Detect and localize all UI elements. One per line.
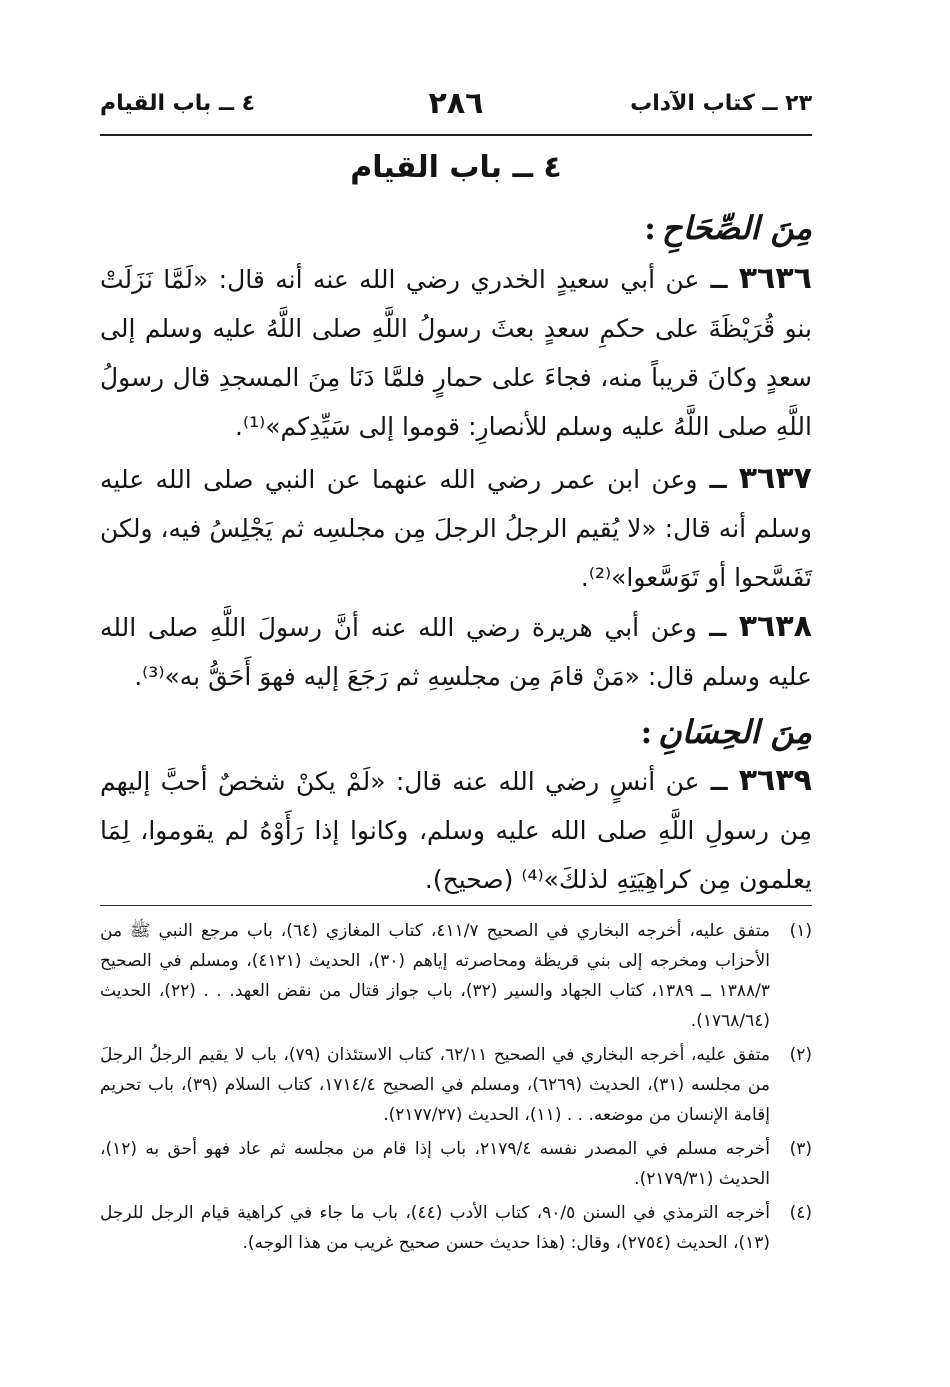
hadith-number: ٣٦٣٧: [738, 461, 812, 496]
hadith-number: ٣٦٣٨: [738, 609, 812, 644]
chapter-title: ٤ ــ باب القيام: [350, 150, 562, 185]
hadith-dash: ــ: [697, 465, 739, 494]
hadith-text: وعن ابن عمر رضي الله عنهما عن النبي صلى الله عليه وسلم أنه قال: «لا يُقيم الرجلُ الرجلَ مِن مجلسِه ثم يَجْلِسُ فيه، ولكن تَفَسَّحوا أو تَوَسَّعوا»⁽²⁾.: [100, 465, 812, 592]
footnote-number: (٣): [789, 1139, 812, 1159]
section-heading-hisan: [640, 710, 812, 754]
header-rule: [100, 134, 812, 136]
hadith-text: عن أنسٍ رضي الله عنه قال: «لَمْ يكنْ شخصٌ أحبَّ إليهم مِن رسولِ اللَّهِ صلى الله عليه وسلم، وكانوا إذا رَأَوْهُ لم يقوموا، لِمَا يعلمون مِن كراهِيَتِهِ لذلكَ»⁽⁴⁾ (صحيح).: [100, 767, 812, 894]
section-heading-colon: :: [644, 209, 656, 247]
hadith-number: ٣٦٣٩: [738, 763, 812, 798]
hadith-3639: [100, 756, 812, 904]
footnote-number: (٤): [789, 1203, 812, 1223]
footnote-text: متفق عليه، أخرجه البخاري في الصحيح ٦٢/١١، كتاب الاستئذان (٧٩)، باب لا يقيم الرجلُ الرجلَ من مجلسه (٣١)، الحديث (٦٢٦٩)، ومسلم في الصحيح ١٧١٤/٤، كتاب السلام (٣٩)، باب تحريم إقامة الإنسان من موضعه. . . (١١)، الحديث (٢١٧٧/٢٧).: [100, 1045, 770, 1125]
hadith-text: عن أبي سعيدٍ الخدري رضي الله عنه أنه قال: «لَمَّا نَزَلَتْ بنو قُرَيْظَةَ على حكمِ سعدٍ بعثَ رسولُ اللَّهِ صلى اللَّهُ عليه وسلم إلى سعدٍ وكانَ قريباً منه، فجاءَ على حمارٍ فلمَّا دَنَا مِنَ المسجدِ قال رسولُ اللَّهِ صلى اللَّهُ عليه وسلم للأنصارِ: قوموا إلى سَيِّدِكم»⁽¹⁾.: [100, 265, 812, 441]
hadith-number: ٣٦٣٦: [738, 261, 812, 296]
running-head: [100, 86, 812, 130]
hadith-dash: ــ: [699, 767, 739, 796]
footnote-number: (١): [789, 921, 812, 941]
footnote-2: [100, 1040, 812, 1130]
footnote-rule: [100, 905, 812, 906]
footnote-text: أخرجه مسلم في المصدر نفسه ٢١٧٩/٤، باب إذا قام من مجلسه ثم عاد فهو أحق به (١٢)، الحديث (٢١٧٩/٣١).: [100, 1139, 770, 1189]
page-number: ٢٨٦: [428, 86, 484, 121]
footnote-3: [100, 1134, 812, 1194]
section-heading-label: مِنَ الصِّحَاحِ: [661, 209, 812, 247]
hadith-3637: [100, 454, 812, 602]
running-head-chapter: ٢٣ ــ كتاب الآداب: [630, 91, 812, 116]
footnote-number: (٢): [789, 1045, 812, 1065]
hadith-text: وعن أبي هريرة رضي الله عنه أنَّ رسولَ اللَّهِ صلى الله عليه وسلم قال: «مَنْ قامَ مِن مجلسِهِ ثم رَجَعَ إليه فهوَ أَحَقُّ به»⁽³⁾.: [100, 613, 812, 691]
section-heading-colon: :: [640, 713, 653, 751]
hadith-dash: ــ: [696, 613, 739, 642]
footnote-text: أخرجه الترمذي في السنن ٩٠/٥، كتاب الأدب (٤٤)، باب ما جاء في كراهية قيام الرجل للرجل (١٣)، الحديث (٢٧٥٤)، وقال: (هذا حديث حسن صحيح غريب من هذا الوجه).: [100, 1203, 770, 1253]
running-head-section: ٤ ــ باب القيام: [100, 91, 256, 116]
footnote-4: [100, 1198, 812, 1258]
hadith-3638: [100, 602, 812, 701]
section-heading-label: مِنَ الحِسَانِ: [658, 713, 812, 751]
footnotes: [100, 916, 812, 1262]
hadith-3636: [100, 254, 812, 451]
footnote-1: [100, 916, 812, 1036]
hadith-dash: ــ: [699, 265, 739, 294]
footnote-text: متفق عليه، أخرجه البخاري في الصحيح ٤١١/٧، كتاب المغازي (٦٤)، باب مرجع النبي ﷺ من الأحزاب ومخرجه إلى بني قريظة ومحاصرته إياهم (٣٠)، الحديث (٤١٢١)، ومسلم في الصحيح ١٣٨٨/٣ ــ ١٣٨٩، كتاب الجهاد والسير (٣٢)، باب جواز قتال من نقض العهد. . . (٢٢)، الحديث (١٧٦٨/٦٤).: [100, 921, 770, 1031]
section-heading-sahih: [644, 206, 812, 250]
